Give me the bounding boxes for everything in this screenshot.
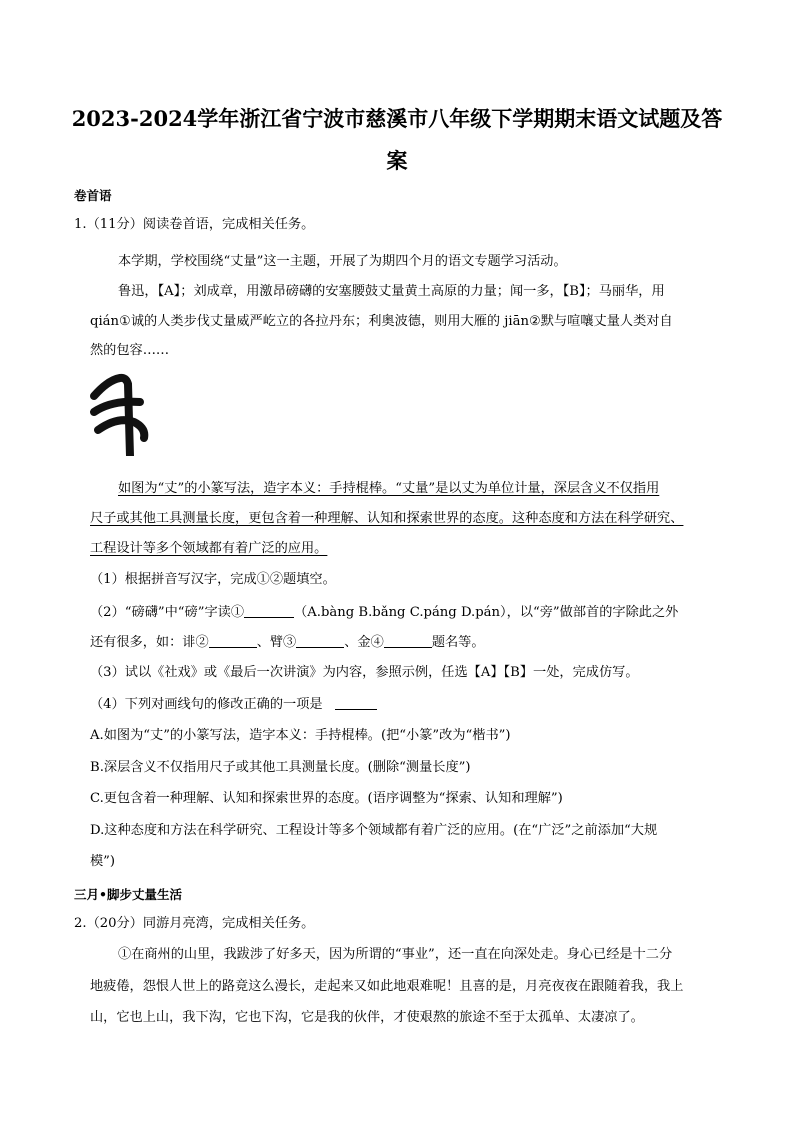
underlined-paragraph-line-2: 尺子或其他工具测量长度，更包含着一种理解、认知和探索世界的态度。这种态度和方法在科学研究、 xyxy=(90,511,684,526)
task-1: （1）根据拼音写汉字，完成①②题填空。 xyxy=(90,572,336,587)
passage-paragraph-1-line-3: 山，它也上山，我下沟，它也下沟，它是我的伙伴，才使艰熬的旅途不至于太孤单、太凄凉了。 xyxy=(90,1010,644,1025)
passage-paragraph-1-line-1: ①在商州的山里，我跋涉了好多天，因为所谓的“事业”，还一直在向深处走。身心已经是十二分 xyxy=(118,947,673,962)
task-2-options: （A.bàng B.bǎng C.páng D.pán），以“旁”做部首的字除此之外 xyxy=(294,605,679,620)
task-2-line-2 xyxy=(90,633,485,652)
seal-script-zhang-image xyxy=(88,372,150,456)
answer-blank[interactable] xyxy=(209,633,257,648)
answer-blank[interactable] xyxy=(244,603,294,618)
answer-blank[interactable] xyxy=(296,633,344,648)
preface-paragraph-2-line-2: qián①诚的人类步伐丈量威严屹立的各拉丹东；利奥波德，则用大雁的 jiān②默与喧嚷丈量人类对自 xyxy=(90,314,673,329)
task-2-text-c: 、金④ xyxy=(344,635,384,650)
passage-paragraph-1-line-2: 地疲倦，怨恨人世上的路竟这么漫长，走起来又如此地艰难呢！且喜的是，月亮夜夜在跟随着我，我上 xyxy=(90,979,684,994)
option-b: B.深层含义不仅指用尺子或其他工具测量长度。(删除“测量长度”) xyxy=(90,760,471,775)
preface-paragraph-1: 本学期，学校围绕“丈量”这一主题，开展了为期四个月的语文专题学习活动。 xyxy=(118,254,567,269)
task-2-text-d: 题名等。 xyxy=(431,635,485,650)
underlined-paragraph-line-3: 工程设计等多个领域都有着广泛的应用。 xyxy=(90,541,328,556)
answer-blank[interactable] xyxy=(335,695,377,710)
preface-paragraph-2-line-1: 鲁迅，【A】；刘成章，用激昂磅礴的安塞腰鼓丈量黄土高原的力量；闻一多，【B】；马丽华，用 xyxy=(118,284,665,299)
section-heading-preface: 卷首语 xyxy=(74,188,112,203)
task-3: （3）试以《社戏》或《最后一次讲演》为内容，参照示例，任选【A】【B】一处，完成仿写。 xyxy=(90,665,639,680)
document-title-line-1: 2023-2024学年浙江省宁波市慈溪市八年级下学期期末语文试题及答 xyxy=(71,106,723,131)
task-2-prefix: （2）“磅礴”中“磅”字读① xyxy=(90,605,245,620)
task-2-text-a: 还有很多，如：诽② xyxy=(90,635,209,650)
option-a: A.如图为“丈”的小篆写法，造字本义：手持棍棒。(把“小篆”改为“楷书”) xyxy=(90,728,511,743)
option-d-line-1: D.这种态度和方法在科学研究、工程设计等多个领域都有着广泛的应用。(在“广泛”之前添加“大规 xyxy=(90,823,658,838)
option-c: C.更包含着一种理解、认知和探索世界的态度。(语序调整为“探索、认知和理解”) xyxy=(90,791,563,806)
section-heading-march: 三月•脚步丈量生活 xyxy=(74,887,182,902)
underlined-paragraph-line-1: 如图为“丈”的小篆写法，造字本义：手持棍棒。“丈量”是以丈为单位计量，深层含义不仅指用 xyxy=(118,481,660,496)
document-title-line-2: 案 xyxy=(386,148,408,173)
task-2-line-1 xyxy=(90,603,678,622)
question-1-intro: 1.（11分）阅读卷首语，完成相关任务。 xyxy=(74,217,315,232)
task-2-text-b: 、臂③ xyxy=(256,635,297,650)
task-4-line xyxy=(90,695,377,714)
option-d-line-2: 模”) xyxy=(90,854,116,869)
preface-paragraph-2-line-3: 然的包容…… xyxy=(90,343,170,358)
question-2-intro: 2.（20分）同游月亮湾，完成相关任务。 xyxy=(74,916,315,931)
task-4: （4）下列对画线句的修改正确的一项是 xyxy=(90,697,323,712)
answer-blank[interactable] xyxy=(384,633,432,648)
